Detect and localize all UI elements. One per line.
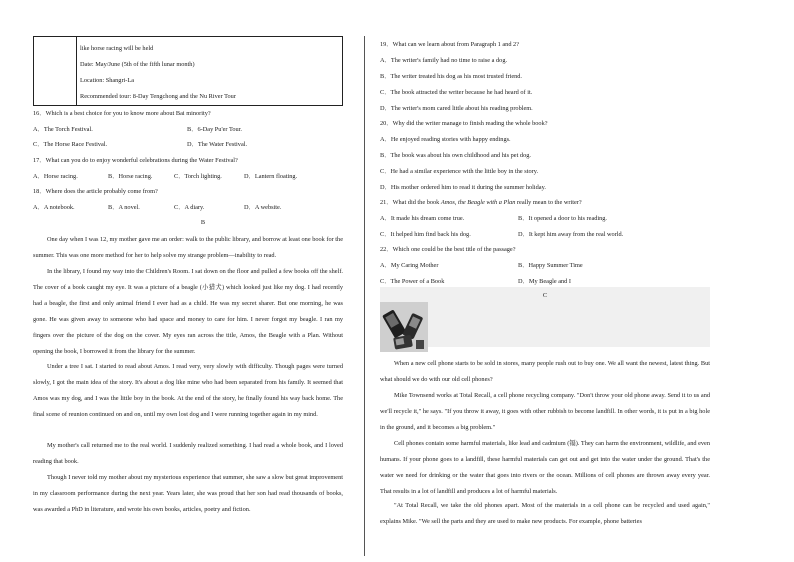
cell-phones-illustration (380, 302, 428, 352)
q17-option-d[interactable]: D．Lantern floating. (244, 173, 298, 180)
question-22-stem: 22．Which one could be the best title of the passage? (380, 246, 516, 253)
q22-option-d[interactable]: D．My Beagle and I (518, 278, 571, 285)
q20-option-c[interactable]: C．He had a similar experience with the little boy in the story. (380, 168, 539, 175)
passage-c-paragraph-1: When a new cell phone starts to be sold in stores, many people rush out to buy one. We all want the newest, latest thing. But what should we do with our old cell phones? (380, 360, 710, 383)
q17-option-c[interactable]: C．Torch lighting. (174, 173, 222, 180)
q17-option-a[interactable]: A．Horse racing. (33, 173, 78, 180)
passage-c-paragraph-2: Mike Townsend works at Total Recall, a cell phone recycling company. "Don't throw your old phone away. Send it to us and we'll recycle it," he says. "If you throw it away, it goes with other rubbish to become landfill. In other words, it is put in a big hole in the ground, and it becomes a big problem." (380, 392, 710, 431)
q21-book-title: Amos, the Beagle with a Plan (440, 199, 516, 206)
q22-option-a[interactable]: A．My Caring Mother (380, 262, 439, 269)
passage-c-paragraph-3: Cell phones contain some harmful materials, like lead and cadmium (镉). They can harm the environment, wildlife, and even humans. If your phone goes to a landfill, these harmful materials can get out and get into the water under the ground. That's the water we need for drinking or the water that goes into rivers or the ocean. Millions of cell phones are thrown away every year. That results in a lot of landfill and produces a lot of harmful materials. (380, 440, 710, 495)
info-tour: Recommended tour: 8-Day Tengchong and the Nu River Tour (80, 93, 236, 100)
q16-option-c[interactable]: C．The Horse Race Festival. (33, 141, 108, 148)
cell-phones-photo (380, 302, 428, 352)
section-c-heading: C (542, 292, 548, 299)
passage-c-paragraph-4: "At Total Recall, we take the old phones apart. Most of the materials in a cell phone can be recycled and used again," explains Mike. "We sell the parts and they are used to make new products. For example, phone batteries (380, 502, 710, 525)
q21-option-a[interactable]: A．It made his dream come true. (380, 215, 465, 222)
info-date: Date: May/June (5th of the fifth lunar month) (80, 61, 195, 68)
q21-option-c[interactable]: C．It helped him find back his dog. (380, 231, 471, 238)
q22-option-b[interactable]: B．Happy Summer Time (518, 262, 583, 269)
q19-option-c[interactable]: C．The book attracted the writer because he had heard of it. (380, 89, 533, 96)
info-line: like horse racing will be held (80, 45, 154, 52)
question-20-stem: 20．Why did the writer manage to finish reading the whole book? (380, 120, 548, 127)
q21-stem-post: really mean to the writer? (515, 199, 582, 206)
passage-b-paragraph-5: Though I never told my mother about my mysterious experience that summer, she saw a slow but great improvement in my classroom performance during the next year. Years later, she was proud that her son had read thousands of books, was awarded a PhD in literature, and wrote his own books, articles, poetry and fiction. (33, 474, 343, 513)
q16-option-d[interactable]: D．The Water Festival. (187, 141, 248, 148)
q22-option-c[interactable]: C．The Power of a Book (380, 278, 445, 285)
q16-option-a[interactable]: A．The Torch Festival. (33, 126, 93, 133)
q20-option-d[interactable]: D．His mother ordered him to read it during the summer holiday. (380, 184, 546, 191)
question-19-stem: 19．What can we learn about from Paragraph 1 and 2? (380, 41, 520, 48)
q20-option-b[interactable]: B．The book was about his own childhood and his pet dog. (380, 152, 531, 159)
column-divider (364, 36, 365, 556)
question-17-stem: 17．What can you do to enjoy wonderful celebrations during the Water Festival? (33, 157, 238, 164)
q18-option-b[interactable]: B．A novel. (108, 204, 140, 211)
q21-option-b[interactable]: B．It opened a door to his reading. (518, 215, 608, 222)
q21-stem-pre: 21．What did the book (380, 199, 441, 206)
passage-b-paragraph-4: My mother's call returned me to the real world. I suddenly realized something. I had read a whole book, and I loved reading that book. (33, 442, 343, 465)
q18-option-a[interactable]: A．A notebook. (33, 204, 75, 211)
q21-option-d[interactable]: D．It kept him away from the real world. (518, 231, 624, 238)
q17-option-b[interactable]: B．Horse racing. (108, 173, 153, 180)
q19-option-b[interactable]: B．The writer treated his dog as his most trusted friend. (380, 73, 522, 80)
q20-option-a[interactable]: A．He enjoyed reading stories with happy endings. (380, 136, 511, 143)
q16-option-b[interactable]: B．6-Day Pu'er Tour. (187, 126, 242, 133)
q18-option-c[interactable]: C．A diary. (174, 204, 205, 211)
section-b-heading: B (200, 219, 206, 226)
passage-b-paragraph-3: Under a tree I sat. I started to read about Amos. I read very, very slowly with difficulty. Though pages were turned slowly, I got the main idea of the story. It's about a dog like mine who had been separated from his family. It seemed that Amos was my dog, and I was the little boy in the book. At the end of the story, he finally found his way back home. The final scene of reunion continued on and on, until my own lost dog and I were running together again in my mind. (33, 363, 343, 418)
question-16-stem: 16．Which is a best choice for you to know more about Bai minority? (33, 110, 211, 117)
q19-option-d[interactable]: D．The writer's mom cared little about his reading problem. (380, 105, 533, 112)
info-location: Location: Shangri-La (80, 77, 135, 84)
q19-option-a[interactable]: A．The writer's family had no time to raise a dog. (380, 57, 508, 64)
question-21-stem (380, 199, 582, 207)
passage-b-paragraph-1: One day when I was 12, my mother gave me an order: walk to the public library, and borrow at least one book for the summer. This was one more method for her to help solve my strange problem—inability to read. (33, 236, 343, 259)
passage-b-paragraph-2: In the library, I found my way into the Children's Room. I sat down on the floor and pulled a few books off the shelf. The cover of a book caught my eye. It was a picture of a beagle (小猎犬) which looked just like my dog. I had recently had a beagle, the first and only animal friend I ever had as a child. He was my secret sharer. But one morning, he was gone. He was given away to someone who had space and money to care for him. I never forgot my beagle. I ran my fingers over the picture of the dog on the cover. My eyes ran across the title, Amos, the Beagle with a Plan. Without opening the book, I borrowed it from the library for the summer. (33, 268, 343, 355)
q18-option-d[interactable]: D．A website. (244, 204, 282, 211)
info-box-label-column (76, 37, 77, 105)
question-18-stem: 18．Where does the article probably come from? (33, 188, 158, 195)
festival-info-box (33, 36, 343, 106)
